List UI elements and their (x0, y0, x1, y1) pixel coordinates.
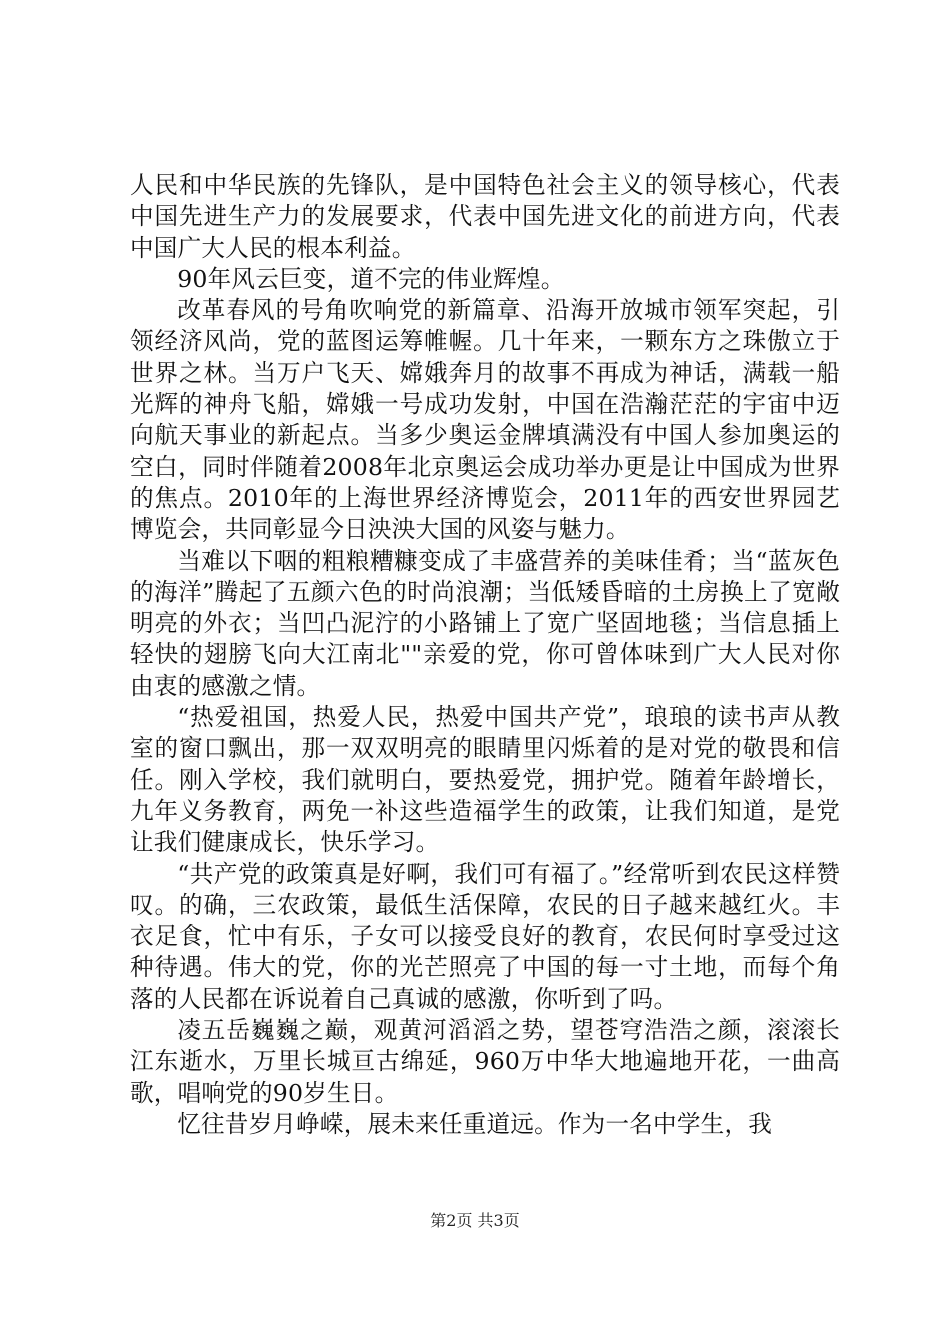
paragraph-7: 凌五岳巍巍之巅，观黄河滔滔之势，望苍穹浩浩之颜，滚滚长江东逝水，万里长城亘古绵延，960万中华大地遍地开花，一曲高歌，唱响党的90岁生日。 (130, 1016, 840, 1107)
paragraph-2: 90年风云巨变，道不完的伟业辉煌。 (177, 264, 565, 293)
page-number-footer: 第2页 共3页 (430, 1211, 520, 1230)
paragraph-6: “共产党的政策真是好啊，我们可有福了。”经常听到农民这样赞叹。的确，三农政策，最低生活保障，农民的日子越来越红火。丰衣足食，忙中有乐，子女可以接受良好的教育，农民何时享受过这种待遇。伟大的党，你的光芒照亮了中国的每一寸土地，而每个角落的人民都在诉说着自己真诚的感激，你听到了吗。 (130, 859, 840, 1013)
document-body (130, 170, 840, 1140)
paragraph-3: 改革春风的号角吹响党的新篇章、沿海开放城市领军突起，引领经济风尚，党的蓝图运筹帷幄。几十年来，一颗东方之珠傲立于世界之林。当万户飞天、嫦娥奔月的故事不再成为神话，满载一船光辉的神舟飞船，嫦娥一号成功发射，中国在浩瀚茫茫的宇宙中迈向航天事业的新起点。当多少奥运金牌填满没有中国人参加奥运的空白，同时伴随着2008年北京奥运会成功举办更是让中国成为世界的焦点。2010年的上海世界经济博览会，2011年的西安世界园艺博览会，共同彰显今日泱泱大国的风姿与魅力。 (130, 296, 840, 544)
paragraph-1: 人民和中华民族的先锋队，是中国特色社会主义的领导核心，代表中国先进生产力的发展要求，代表中国先进文化的前进方向，代表中国广大人民的根本利益。 (130, 171, 840, 262)
paragraph-8: 忆往昔岁月峥嵘，展未来任重道远。作为一名中学生，我 (177, 1109, 773, 1138)
paragraph-5: “热爱祖国，热爱人民，热爱中国共产党”，琅琅的读书声从教室的窗口飘出，那一双双明亮的眼睛里闪烁着的是对党的敬畏和信任。刚入学校，我们就明白，要热爱党，拥护党。随着年龄增长，九年义务教育，两免一补这些造福学生的政策，让我们知道，是党让我们健康成长，快乐学习。 (130, 703, 840, 857)
paragraph-4: 当难以下咽的粗粮糟糠变成了丰盛营养的美味佳肴；当“蓝灰色的海洋”腾起了五颜六色的时尚浪潮；当低矮昏暗的土房换上了宽敞明亮的外衣；当凹凸泥泞的小路铺上了宽广坚固地毯；当信息插上轻快的翅膀飞向大江南北""亲爱的党，你可曾体味到广大人民对你由衷的感激之情。 (130, 546, 840, 700)
